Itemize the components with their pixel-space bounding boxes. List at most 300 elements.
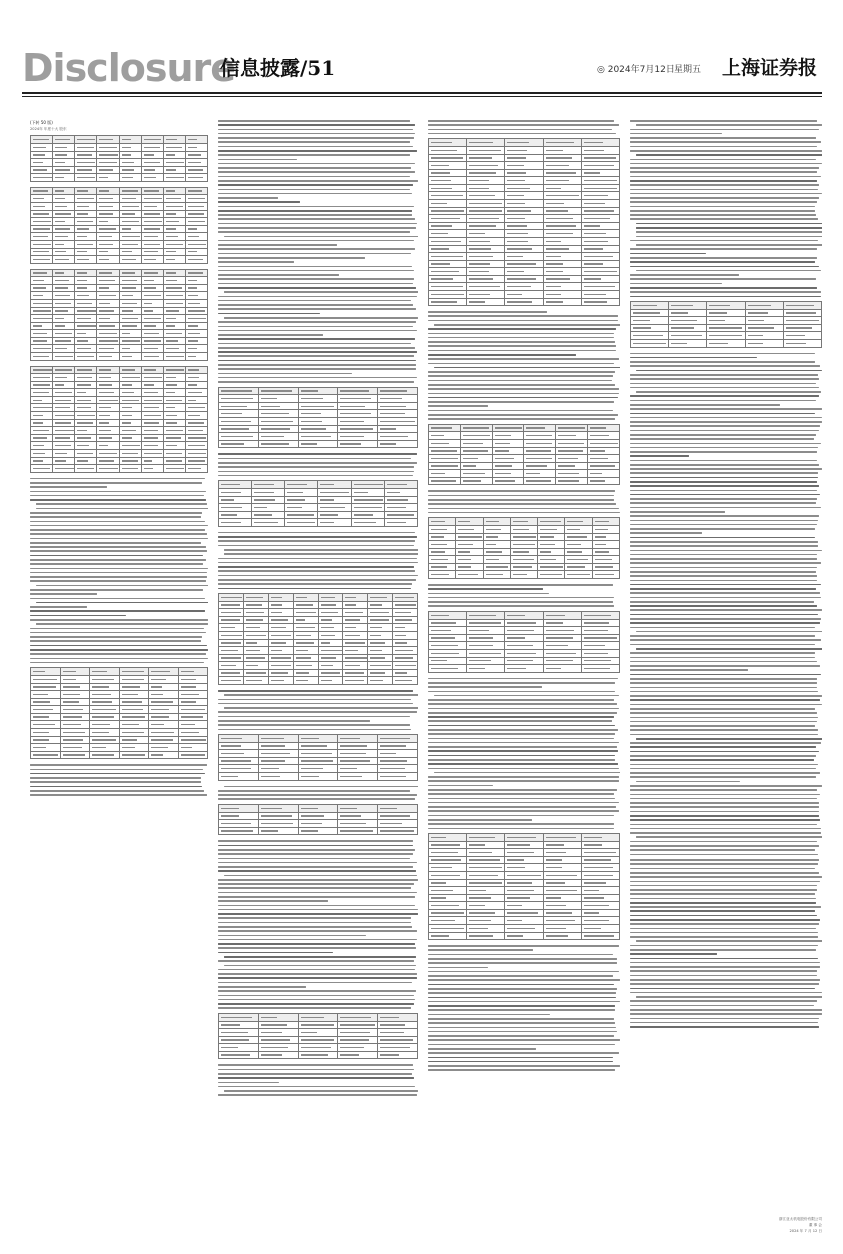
cell-text <box>144 303 153 304</box>
cell-text <box>340 1024 375 1025</box>
table-cell <box>75 166 97 174</box>
text-line <box>630 537 815 539</box>
table-cell <box>538 525 565 533</box>
cell-text <box>431 294 464 295</box>
cell-text <box>188 139 197 140</box>
cell-text <box>301 753 332 754</box>
table-row <box>219 773 418 781</box>
cell-text <box>370 619 388 620</box>
table-cell <box>163 465 185 473</box>
table-row <box>31 706 208 714</box>
cell-text <box>99 169 113 170</box>
cell-text <box>33 716 49 717</box>
cell-text <box>469 165 498 166</box>
table-cell <box>669 317 707 325</box>
table-row <box>219 519 418 527</box>
cell-text <box>584 660 612 661</box>
cell-text <box>340 776 361 777</box>
table-row <box>429 902 620 910</box>
table-cell <box>90 691 120 699</box>
table-cell <box>318 624 343 632</box>
table-cell <box>492 447 524 455</box>
cell-text <box>181 686 197 687</box>
table-cell <box>178 721 208 729</box>
table-cell <box>97 292 119 300</box>
table-cell <box>185 203 207 211</box>
text-line <box>630 357 757 359</box>
data-table <box>218 734 418 780</box>
table-cell <box>505 932 543 940</box>
table-cell <box>97 427 119 435</box>
cell-text <box>469 920 490 921</box>
cell-text <box>99 384 112 385</box>
cell-text <box>387 484 408 485</box>
table-cell <box>53 337 75 345</box>
text-line <box>428 780 619 782</box>
cell-text <box>122 716 146 717</box>
cell-text <box>261 808 282 809</box>
cell-text <box>584 195 608 196</box>
table-cell <box>318 594 343 602</box>
text-line <box>630 970 817 972</box>
table-cell <box>119 345 141 353</box>
cell-text <box>380 815 410 816</box>
text-line <box>218 917 411 919</box>
cell-text <box>77 287 87 288</box>
table-cell <box>141 269 163 277</box>
table-cell <box>351 481 384 489</box>
table-cell <box>783 324 821 332</box>
cell-text <box>271 665 292 666</box>
text-line <box>218 163 415 165</box>
text-line <box>428 1027 616 1029</box>
table-cell <box>581 260 619 268</box>
cell-text <box>395 597 414 598</box>
text-line <box>30 781 201 783</box>
table-row <box>31 159 208 167</box>
table-cell <box>75 210 97 218</box>
cell-text <box>221 413 242 414</box>
cell-text <box>181 694 200 695</box>
table-cell <box>384 511 417 519</box>
text-line <box>428 768 619 770</box>
cell-text <box>166 228 176 229</box>
cell-text <box>513 521 529 522</box>
table-row <box>31 203 208 211</box>
table-row <box>31 174 208 182</box>
cell-text <box>380 421 415 422</box>
cell-text <box>122 701 143 702</box>
table-cell <box>707 324 745 332</box>
table-row <box>31 691 208 699</box>
text-block <box>30 764 208 796</box>
text-line <box>434 324 620 326</box>
cell-text <box>507 852 534 853</box>
text-line <box>428 967 488 969</box>
cell-text <box>271 657 291 658</box>
cell-text <box>458 559 470 560</box>
cell-text <box>584 241 608 242</box>
cell-text <box>33 686 56 687</box>
text-line <box>428 584 613 586</box>
cell-text <box>301 398 324 399</box>
table-cell <box>258 387 298 395</box>
cell-text <box>221 1039 249 1040</box>
cell-text <box>321 627 335 628</box>
table-cell <box>219 402 259 410</box>
text-line <box>428 806 616 808</box>
text-block <box>428 120 620 134</box>
cell-text <box>55 287 68 288</box>
table-cell <box>75 284 97 292</box>
cell-text <box>546 150 563 151</box>
table-cell <box>467 283 505 291</box>
table-cell <box>97 218 119 226</box>
cell-text <box>786 305 814 306</box>
cell-text <box>370 657 385 658</box>
cell-text <box>144 340 162 341</box>
table-cell <box>505 642 543 650</box>
cell-text <box>558 465 575 466</box>
cell-text <box>469 905 485 906</box>
text-line <box>428 363 614 365</box>
cell-text <box>166 272 177 273</box>
cell-text <box>92 739 116 740</box>
cell-text <box>166 407 176 408</box>
table-cell <box>467 184 505 192</box>
cell-text <box>77 259 89 260</box>
cell-text <box>507 920 522 921</box>
table-cell <box>31 442 53 450</box>
cell-text <box>469 301 484 302</box>
text-line <box>428 393 619 395</box>
text-line <box>218 308 416 310</box>
cell-text <box>345 650 358 651</box>
cell-text <box>301 1017 325 1018</box>
table-cell <box>53 225 75 233</box>
table-cell <box>543 207 581 215</box>
table-cell <box>745 317 783 325</box>
table-cell <box>556 455 588 463</box>
text-line <box>30 636 202 638</box>
cell-text <box>122 739 137 740</box>
text-line <box>630 150 822 152</box>
cell-text <box>387 499 408 500</box>
text-line <box>630 592 820 594</box>
cell-text <box>77 221 93 222</box>
cell-text <box>584 867 613 868</box>
cell-text <box>261 1017 278 1018</box>
cell-text <box>77 400 91 401</box>
table-cell <box>543 834 581 842</box>
text-line <box>218 990 416 992</box>
table-cell <box>298 820 338 828</box>
table-cell <box>581 871 619 879</box>
table-cell <box>378 820 418 828</box>
text-line <box>30 615 126 617</box>
cell-text <box>486 566 509 567</box>
cell-text <box>469 248 491 249</box>
table-cell <box>543 902 581 910</box>
cell-text <box>546 660 573 661</box>
table-cell <box>543 192 581 200</box>
cell-text <box>181 747 192 748</box>
text-line <box>428 345 616 347</box>
text-line <box>218 883 414 885</box>
table-cell <box>707 340 745 348</box>
cell-text <box>513 559 534 560</box>
table-cell <box>543 139 581 147</box>
cell-text <box>33 162 43 163</box>
table-cell <box>163 307 185 315</box>
table-cell <box>31 721 61 729</box>
cell-text <box>77 310 96 311</box>
cell-text <box>33 739 49 740</box>
text-line <box>630 485 819 487</box>
table-cell <box>631 302 669 310</box>
cell-text <box>221 680 241 681</box>
text-line <box>630 975 817 977</box>
table-row <box>219 1051 418 1059</box>
text-line <box>30 794 207 796</box>
cell-text <box>254 484 274 485</box>
text-line <box>428 776 619 778</box>
table-cell <box>60 683 90 691</box>
cell-text <box>301 421 323 422</box>
table-cell <box>592 518 619 526</box>
cell-text <box>188 244 207 245</box>
cell-text <box>321 642 331 643</box>
table-cell <box>163 381 185 389</box>
cell-text <box>458 529 474 530</box>
table-cell <box>543 665 581 673</box>
table-cell <box>97 256 119 264</box>
table-cell <box>429 612 467 620</box>
text-line <box>630 502 816 504</box>
cell-text <box>469 142 492 143</box>
table-row <box>219 609 418 617</box>
cell-text <box>301 738 320 739</box>
cell-text <box>33 169 47 170</box>
cell-text <box>122 340 141 341</box>
cell-text <box>144 162 161 163</box>
cell-text <box>271 650 283 651</box>
text-line <box>30 576 207 578</box>
column-1 <box>30 120 208 1232</box>
table-cell <box>90 668 120 676</box>
text-line <box>428 1061 613 1063</box>
table-cell <box>97 166 119 174</box>
text-line <box>630 627 815 629</box>
text-line <box>428 601 613 603</box>
cell-text <box>354 492 369 493</box>
table-cell <box>75 248 97 256</box>
cell-text <box>633 327 651 328</box>
table-cell <box>318 481 351 489</box>
table-cell <box>338 395 378 403</box>
table-cell <box>31 374 53 382</box>
table-cell <box>53 292 75 300</box>
cell-text <box>540 529 557 530</box>
cell-text <box>99 445 108 446</box>
table-cell <box>505 230 543 238</box>
table-cell <box>163 210 185 218</box>
cell-text <box>92 709 116 710</box>
cell-text <box>63 739 84 740</box>
cell-text <box>188 259 203 260</box>
text-line <box>630 1009 822 1011</box>
text-line <box>30 593 97 595</box>
table-cell <box>298 742 338 750</box>
cell-text <box>526 443 552 444</box>
text-line <box>630 575 817 577</box>
cell-text <box>122 333 131 334</box>
cell-text <box>261 390 292 391</box>
table-cell <box>429 291 467 299</box>
table-row <box>429 627 620 635</box>
text-line <box>218 167 411 169</box>
table-cell <box>31 330 53 338</box>
cell-text <box>166 460 182 461</box>
data-table <box>218 593 418 685</box>
table-cell <box>588 455 620 463</box>
table-cell <box>75 427 97 435</box>
table-cell <box>119 721 149 729</box>
table-cell <box>467 902 505 910</box>
text-line <box>630 958 818 960</box>
cell-text <box>469 837 495 838</box>
table-cell <box>141 315 163 323</box>
text-line <box>218 355 414 357</box>
table-cell <box>97 225 119 233</box>
table-cell <box>543 222 581 230</box>
table-cell <box>343 631 368 639</box>
cell-text <box>144 213 161 214</box>
table-cell <box>219 662 244 670</box>
table-cell <box>581 291 619 299</box>
table-cell <box>31 143 53 151</box>
text-line <box>630 712 817 714</box>
cell-text <box>595 544 607 545</box>
cell-text <box>431 630 451 631</box>
text-line <box>630 849 815 851</box>
table-cell <box>53 277 75 285</box>
table-cell <box>669 332 707 340</box>
table-cell <box>581 245 619 253</box>
table-cell <box>53 315 75 323</box>
cell-text <box>567 574 590 575</box>
text-line <box>630 725 815 727</box>
table-cell <box>456 548 483 556</box>
table-cell <box>163 434 185 442</box>
cell-text <box>221 612 241 613</box>
text-line <box>428 954 613 956</box>
text-line <box>630 695 822 697</box>
table-cell <box>505 902 543 910</box>
table-cell <box>90 721 120 729</box>
table-cell <box>467 253 505 261</box>
text-line <box>218 296 417 298</box>
cell-text <box>92 694 111 695</box>
cell-text <box>380 1054 399 1055</box>
table-row <box>31 322 208 330</box>
text-line <box>218 947 416 949</box>
cell-text <box>431 653 459 654</box>
table-cell <box>429 154 467 162</box>
table-cell <box>185 366 207 374</box>
table-cell <box>581 230 619 238</box>
company-signature: 浙江亚太机电股份有限公司 <box>778 1217 822 1221</box>
table-cell <box>293 647 318 655</box>
table-cell <box>429 657 467 665</box>
cell-text <box>122 295 134 296</box>
table-cell <box>543 887 581 895</box>
cell-text <box>431 465 458 466</box>
table-cell <box>378 433 418 441</box>
table-cell <box>581 154 619 162</box>
text-line <box>218 227 416 229</box>
cell-text <box>55 236 68 237</box>
table-row <box>219 662 418 670</box>
cell-text <box>296 619 306 620</box>
data-table <box>428 424 620 486</box>
text-line <box>218 462 417 464</box>
cell-text <box>458 544 473 545</box>
cell-text <box>254 499 275 500</box>
cell-text <box>340 808 357 809</box>
cell-text <box>55 460 65 461</box>
table-cell <box>581 162 619 170</box>
table-cell <box>185 374 207 382</box>
cell-text <box>181 679 197 680</box>
cell-text <box>271 604 283 605</box>
cell-text <box>507 195 524 196</box>
cell-text <box>144 221 162 222</box>
table-cell <box>429 432 461 440</box>
table-cell <box>318 654 343 662</box>
cell-text <box>345 635 359 636</box>
table-cell <box>119 159 141 167</box>
table-cell <box>219 742 259 750</box>
text-line <box>630 472 818 474</box>
table-row <box>219 624 418 632</box>
table-cell <box>185 427 207 435</box>
cell-text <box>431 859 461 860</box>
cell-text <box>495 443 511 444</box>
table-cell <box>119 465 141 473</box>
cell-text <box>188 468 201 469</box>
text-line <box>630 266 819 268</box>
cell-text <box>507 142 529 143</box>
cell-text <box>395 672 407 673</box>
text-line <box>218 154 410 156</box>
table-cell <box>97 240 119 248</box>
cell-text <box>469 852 492 853</box>
cell-text <box>507 912 538 913</box>
text-line <box>630 532 702 534</box>
table-cell <box>543 268 581 276</box>
text-line <box>630 785 822 787</box>
text-line <box>630 992 822 994</box>
data-table <box>218 480 418 526</box>
cell-text <box>340 745 367 746</box>
table-cell <box>492 432 524 440</box>
cell-text <box>546 301 563 302</box>
cell-text <box>301 1054 328 1055</box>
table-cell <box>219 827 259 835</box>
table-cell <box>97 269 119 277</box>
cell-text <box>431 882 446 883</box>
